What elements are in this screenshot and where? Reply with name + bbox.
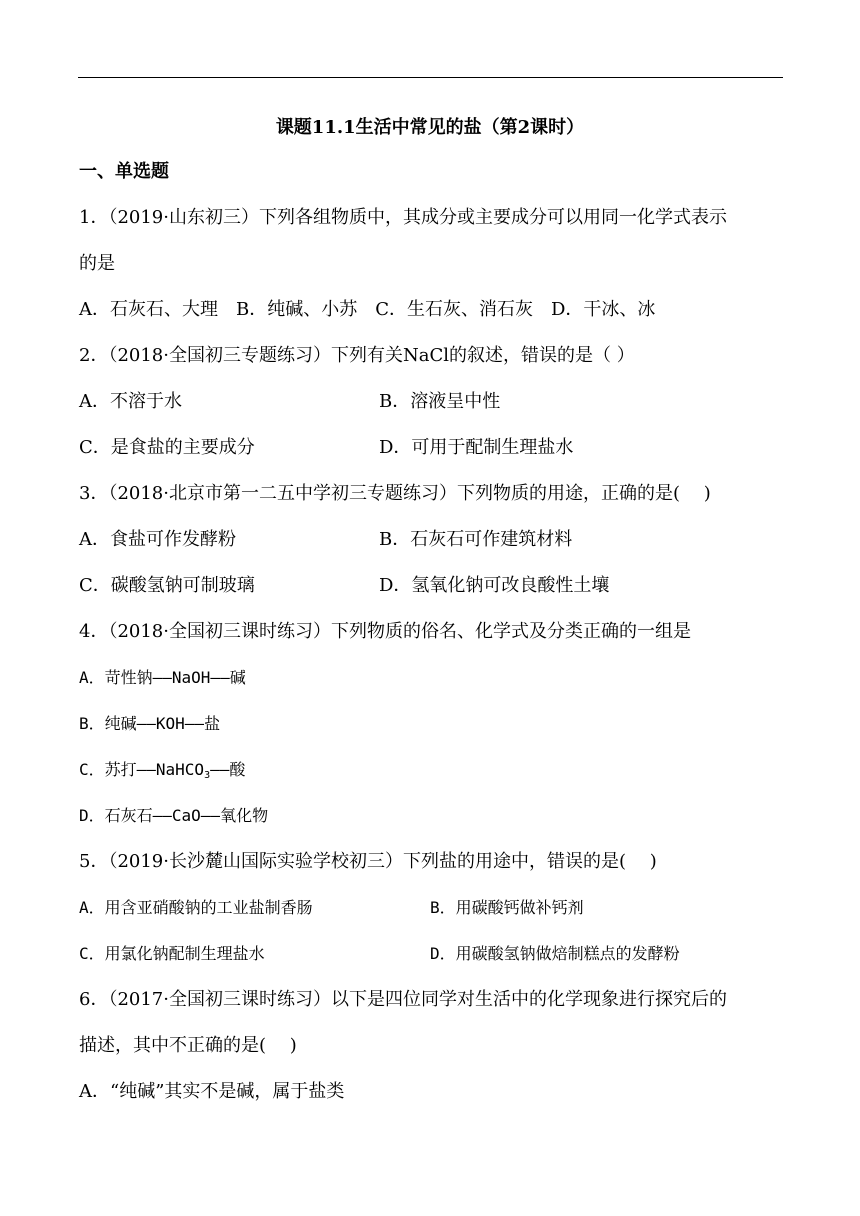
q5-option-a: A．用含亚硝酸钠的工业盐制香肠 xyxy=(79,898,313,917)
q1-stem-line1: 1．（2019·山东初三）下列各组物质中，其成分或主要成分可以用同一化学式表示 xyxy=(79,207,727,228)
q2-stem: 2．（2018·全国初三专题练习）下列有关NaCl的叙述，错误的是（ ） xyxy=(79,345,635,366)
q3-option-a: A．食盐可作发酵粉 xyxy=(79,529,236,550)
q4-option-c-post: ——酸 xyxy=(210,760,246,779)
q4-option-c xyxy=(79,758,245,788)
q3-option-c: C．碳酸氢钠可制玻璃 xyxy=(79,575,255,596)
q2-option-b: B．溶液呈中性 xyxy=(379,391,501,412)
header-rule xyxy=(78,77,783,78)
q3-option-d: D．氢氧化钠可改良酸性土壤 xyxy=(379,575,610,596)
q4-option-c-subscript: 3 xyxy=(204,770,211,781)
q3-stem: 3．（2018·北京市第一二五中学初三专题练习）下列物质的用途，正确的是( ) xyxy=(79,483,711,504)
q4-option-b: B．纯碱——KOH——盐 xyxy=(79,714,221,733)
q5-option-d: D．用碳酸氢钠做焙制糕点的发酵粉 xyxy=(430,944,680,963)
q3-option-b: B．石灰石可作建筑材料 xyxy=(379,529,573,550)
q4-stem: 4．（2018·全国初三课时练习）下列物质的俗名、化学式及分类正确的一组是 xyxy=(79,621,691,642)
q6-stem-line2: 描述，其中不正确的是( ) xyxy=(79,1035,297,1056)
q4-option-a: A．苛性钠——NaOH——碱 xyxy=(79,668,246,687)
q4-option-c-pre: C．苏打——NaHCO xyxy=(79,760,205,779)
q2-option-c: C．是食盐的主要成分 xyxy=(79,437,255,458)
q4-option-d: D．石灰石——CaO——氧化物 xyxy=(79,806,269,825)
q5-option-b: B．用碳酸钙做补钙剂 xyxy=(430,898,584,917)
section-heading: 一、单选题 xyxy=(79,161,169,182)
q1-stem-line2: 的是 xyxy=(79,253,115,274)
q1-options: A．石灰石、大理 B．纯碱、小苏 C．生石灰、消石灰 D．干冰、冰 xyxy=(79,299,656,320)
page-title: 课题11.1生活中常见的盐（第2课时） xyxy=(275,117,585,138)
q5-stem: 5．（2019·长沙麓山国际实验学校初三）下列盐的用途中，错误的是( ) xyxy=(79,851,657,872)
q2-option-a: A．不溶于水 xyxy=(79,391,182,412)
q2-option-d: D．可用于配制生理盐水 xyxy=(379,437,574,458)
q6-option-a: A．“纯碱”其实不是碱，属于盐类 xyxy=(79,1081,345,1102)
q6-stem-line1: 6．（2017·全国初三课时练习）以下是四位同学对生活中的化学现象进行探究后的 xyxy=(79,989,727,1010)
q5-option-c: C．用氯化钠配制生理盐水 xyxy=(79,944,265,963)
